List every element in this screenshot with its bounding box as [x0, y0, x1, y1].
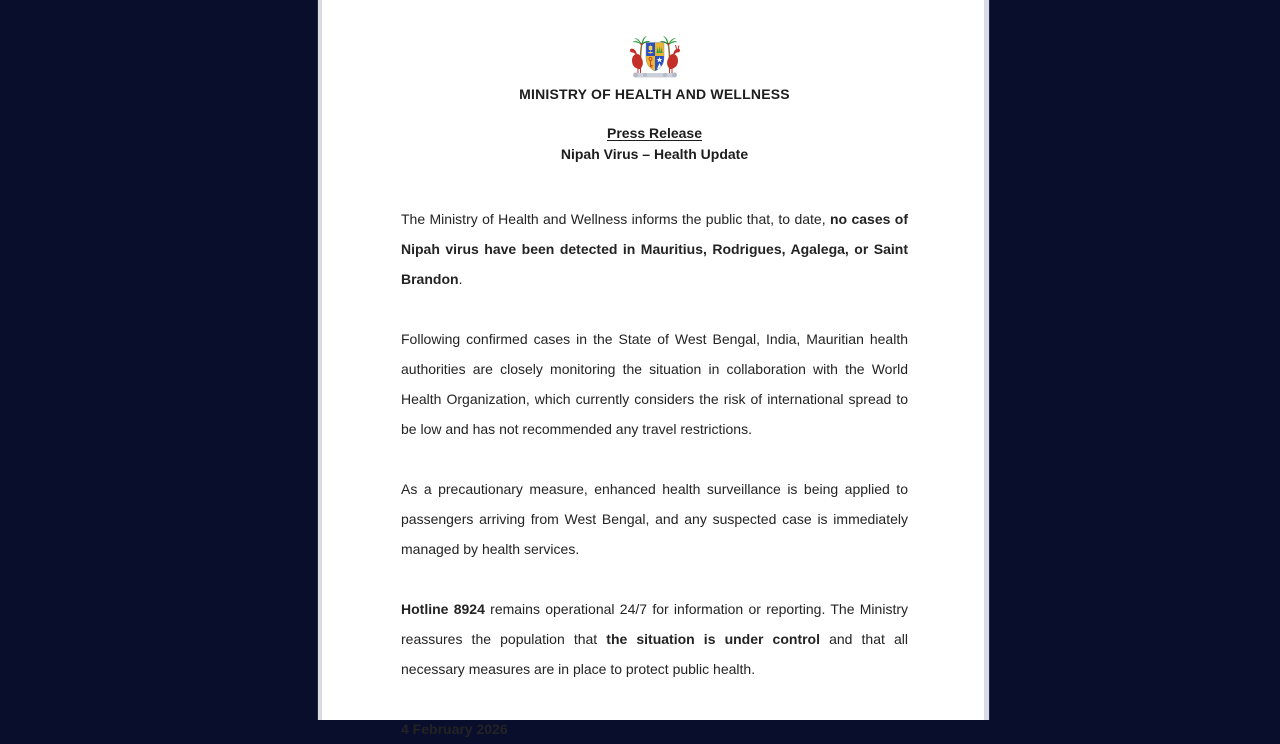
paragraph-surveillance: As a precautionary measure, enhanced health surveillance is being applied to passengers arriving from West Bengal, and any suspected case is immediately managed by health services.	[401, 481, 908, 557]
paragraph-no-cases	[401, 204, 908, 294]
release-heading	[401, 123, 908, 144]
document-date: 4 February 2026	[401, 721, 508, 737]
paragraph-1-period: .	[458, 271, 463, 287]
release-heading-text: Press Release	[607, 125, 702, 141]
paragraph-monitoring: Following confirmed cases in the State of West Bengal, India, Mauritian health authorities are closely monitoring the situation in collaboration with the World Health Organization, which currently considers the risk of international spread to be low and has not recommended any travel restrictions.	[401, 331, 908, 437]
document-content	[322, 0, 984, 744]
release-subheading: Nipah Virus – Health Update	[560, 146, 749, 162]
document-body	[401, 204, 908, 744]
under-control-bold: the situation is under control	[606, 631, 820, 647]
document-page	[318, 0, 989, 737]
ministry-title: MINISTRY OF HEALTH AND WELLNESS	[519, 86, 790, 102]
paragraph-hotline	[401, 594, 908, 684]
paragraph-4-text-b: and that all necessary measures are in place to protect public health.	[401, 631, 908, 677]
paragraph-4-text-a: remains operational 24/7 for information or reporting. The Ministry reassures the population that	[401, 601, 908, 647]
hotline-bold: Hotline 8924	[401, 601, 485, 617]
paragraph-1-text: The Ministry of Health and Wellness informs the public that, to date,	[401, 211, 830, 227]
paragraph-1-bold: no cases of Nipah virus have been detected in Mauritius, Rodrigues, Agalega, or Saint Brandon	[401, 211, 908, 287]
mauritius-coat-of-arms-icon	[622, 28, 688, 82]
release-title-block	[401, 123, 908, 165]
